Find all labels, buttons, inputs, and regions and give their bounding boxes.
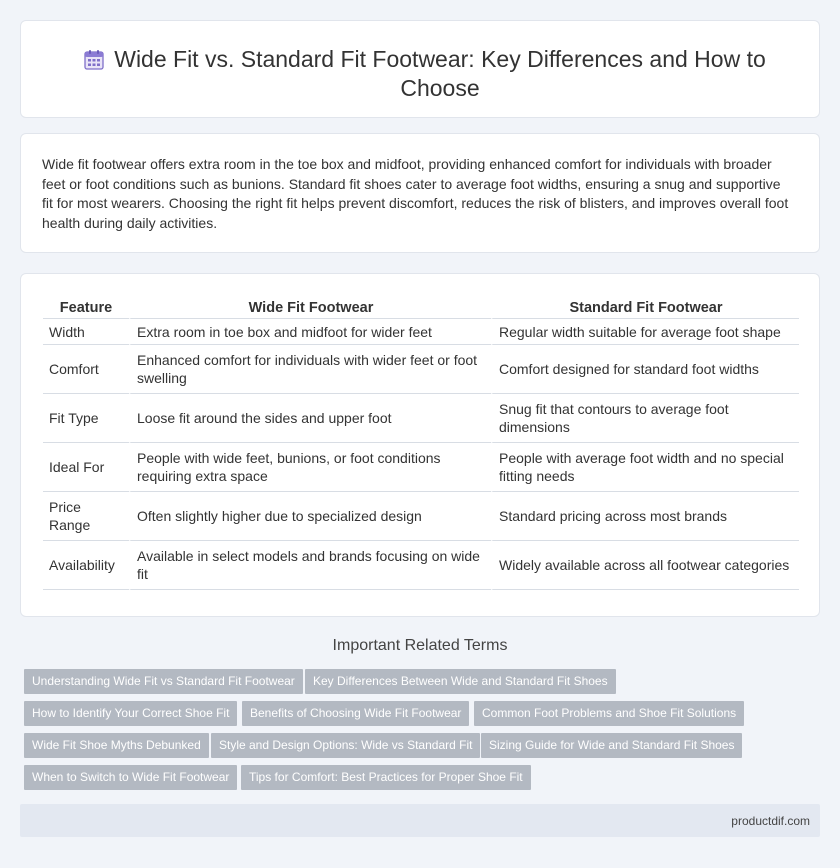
related-tag-link[interactable]: When to Switch to Wide Fit Footwear — [24, 765, 237, 790]
footer — [20, 804, 820, 837]
table-row — [43, 492, 799, 541]
comparison-table — [43, 296, 799, 590]
table-cell-wide-fit: Often slightly higher due to specialized design — [129, 492, 491, 541]
related-tag-link[interactable]: Tips for Comfort: Best Practices for Proper Shoe Fit — [241, 765, 531, 790]
table-cell-standard-fit: Widely available across all footwear categories — [491, 541, 799, 590]
title-wrap — [61, 45, 779, 103]
table-header-row — [43, 296, 799, 319]
table-header-standard-fit: Standard Fit Footwear — [491, 296, 799, 319]
related-tag-link[interactable]: Style and Design Options: Wide vs Standard Fit — [211, 733, 480, 758]
table-cell-feature: Ideal For — [43, 443, 129, 492]
table-cell-feature: Comfort — [43, 345, 129, 394]
table-cell-standard-fit: Comfort designed for standard foot widths — [491, 345, 799, 394]
table-header-wide-fit: Wide Fit Footwear — [129, 296, 491, 319]
table-cell-wide-fit: Enhanced comfort for individuals with wider feet or foot swelling — [129, 345, 491, 394]
table-row — [43, 345, 799, 394]
page-title: Wide Fit vs. Standard Fit Footwear: Key Differences and How to Choose — [114, 46, 766, 101]
footer-site-name[interactable]: productdif.com — [731, 814, 810, 828]
table-cell-wide-fit: Available in select models and brands focusing on wide fit — [129, 541, 491, 590]
table-cell-standard-fit: Standard pricing across most brands — [491, 492, 799, 541]
related-tag-link[interactable]: Sizing Guide for Wide and Standard Fit Shoes — [481, 733, 742, 758]
table-row — [43, 443, 799, 492]
table-cell-feature: Fit Type — [43, 394, 129, 443]
related-tag-link[interactable]: Key Differences Between Wide and Standard Fit Shoes — [305, 669, 616, 694]
table-row — [43, 394, 799, 443]
table-row — [43, 319, 799, 345]
related-tag-link[interactable]: Wide Fit Shoe Myths Debunked — [24, 733, 209, 758]
intro-text: Wide fit footwear offers extra room in the toe box and midfoot, providing enhanced comfort for individuals with broader feet or foot conditions such as bunions. Standard fit shoes cater to average foot widths, ensuring a snug and supportive fit for most wearers. Choosing the right fit helps prevent discomfort, reduces the risk of blisters, and improves overall foot health during daily activities. — [42, 156, 789, 231]
table-row — [43, 541, 799, 590]
table-cell-feature: Price Range — [43, 492, 129, 541]
table-cell-wide-fit: People with wide feet, bunions, or foot conditions requiring extra space — [129, 443, 491, 492]
table-cell-wide-fit: Loose fit around the sides and upper foot — [129, 394, 491, 443]
related-tag-link[interactable]: How to Identify Your Correct Shoe Fit — [24, 701, 237, 726]
table-cell-standard-fit: Snug fit that contours to average foot dimensions — [491, 394, 799, 443]
table-cell-feature: Width — [43, 319, 129, 345]
table-cell-standard-fit: Regular width suitable for average foot shape — [491, 319, 799, 345]
related-terms-title: Important Related Terms — [332, 637, 508, 654]
table-cell-feature: Availability — [43, 541, 129, 590]
intro-card — [20, 133, 820, 253]
table-cell-standard-fit: People with average foot width and no special fitting needs — [491, 443, 799, 492]
related-tag-link[interactable]: Benefits of Choosing Wide Fit Footwear — [242, 701, 469, 726]
related-tag-link[interactable]: Understanding Wide Fit vs Standard Fit Footwear — [24, 669, 303, 694]
calendar-icon — [83, 49, 105, 71]
comparison-card — [20, 273, 820, 617]
related-tag-link[interactable]: Common Foot Problems and Shoe Fit Solutions — [474, 701, 744, 726]
table-header-feature: Feature — [43, 296, 129, 319]
header-card — [20, 20, 820, 118]
table-cell-wide-fit: Extra room in toe box and midfoot for wider feet — [129, 319, 491, 345]
